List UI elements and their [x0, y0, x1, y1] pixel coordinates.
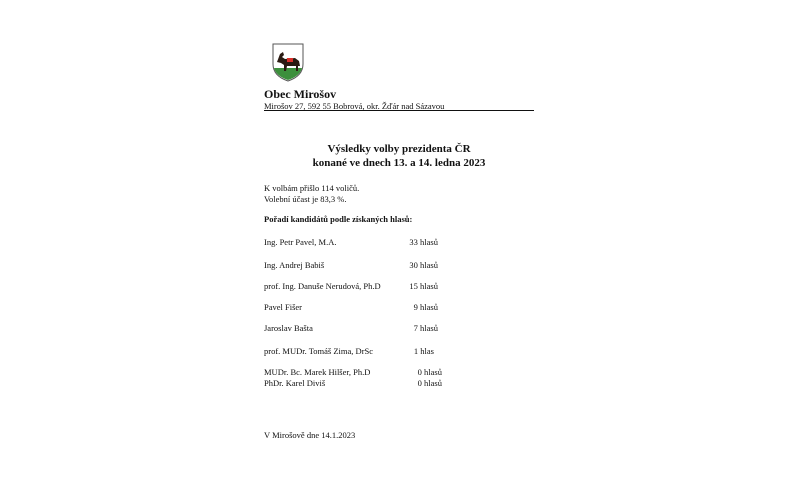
candidate-name: Jaroslav Bašta	[264, 323, 313, 333]
candidate-name: PhDr. Karel Diviš	[264, 378, 326, 388]
candidate-votes: 7 hlasů	[413, 323, 438, 333]
turnout-count: K volbám přišlo 114 voličů.	[264, 183, 360, 193]
candidate-name: Ing. Petr Pavel, M.A.	[264, 237, 337, 247]
municipality-address: Mirošov 27, 592 55 Bobrová, okr. Žďár nad Sázavou	[264, 101, 445, 111]
candidate-name: prof. Ing. Danuše Nerudová, Ph.D	[264, 281, 381, 291]
candidate-votes: 0 hlasů	[417, 367, 442, 377]
candidate-votes: 1 hlas	[413, 346, 434, 356]
document-subtitle: konané ve dnech 13. a 14. ledna 2023	[312, 157, 486, 169]
header-divider	[264, 110, 534, 111]
candidate-votes: 15 hlasů	[409, 281, 438, 291]
candidate-votes: 9 hlasů	[413, 302, 438, 312]
signature-date: V Mirošově dne 14.1.2023	[264, 430, 356, 440]
candidate-name: MUDr. Bc. Marek Hilšer, Ph.D	[264, 367, 371, 377]
candidate-name: Ing. Andrej Babiš	[264, 260, 325, 270]
turnout-percent: Volební účast je 83,3 %.	[264, 194, 347, 204]
horse-crest-icon	[271, 42, 305, 82]
document-title: Výsledky volby prezidenta ČR	[327, 143, 471, 155]
municipality-name: Obec Mirošov	[264, 87, 337, 101]
candidate-name: Pavel Fišer	[264, 302, 303, 312]
candidate-votes: 30 hlasů	[409, 260, 438, 270]
candidate-votes: 0 hlasů	[417, 378, 442, 388]
candidate-name: prof. MUDr. Tomáš Zima, DrSc	[264, 346, 374, 356]
results-heading: Pořadí kandidátů podle získaných hlasů:	[264, 214, 413, 224]
candidate-votes: 33 hlasů	[409, 237, 438, 247]
